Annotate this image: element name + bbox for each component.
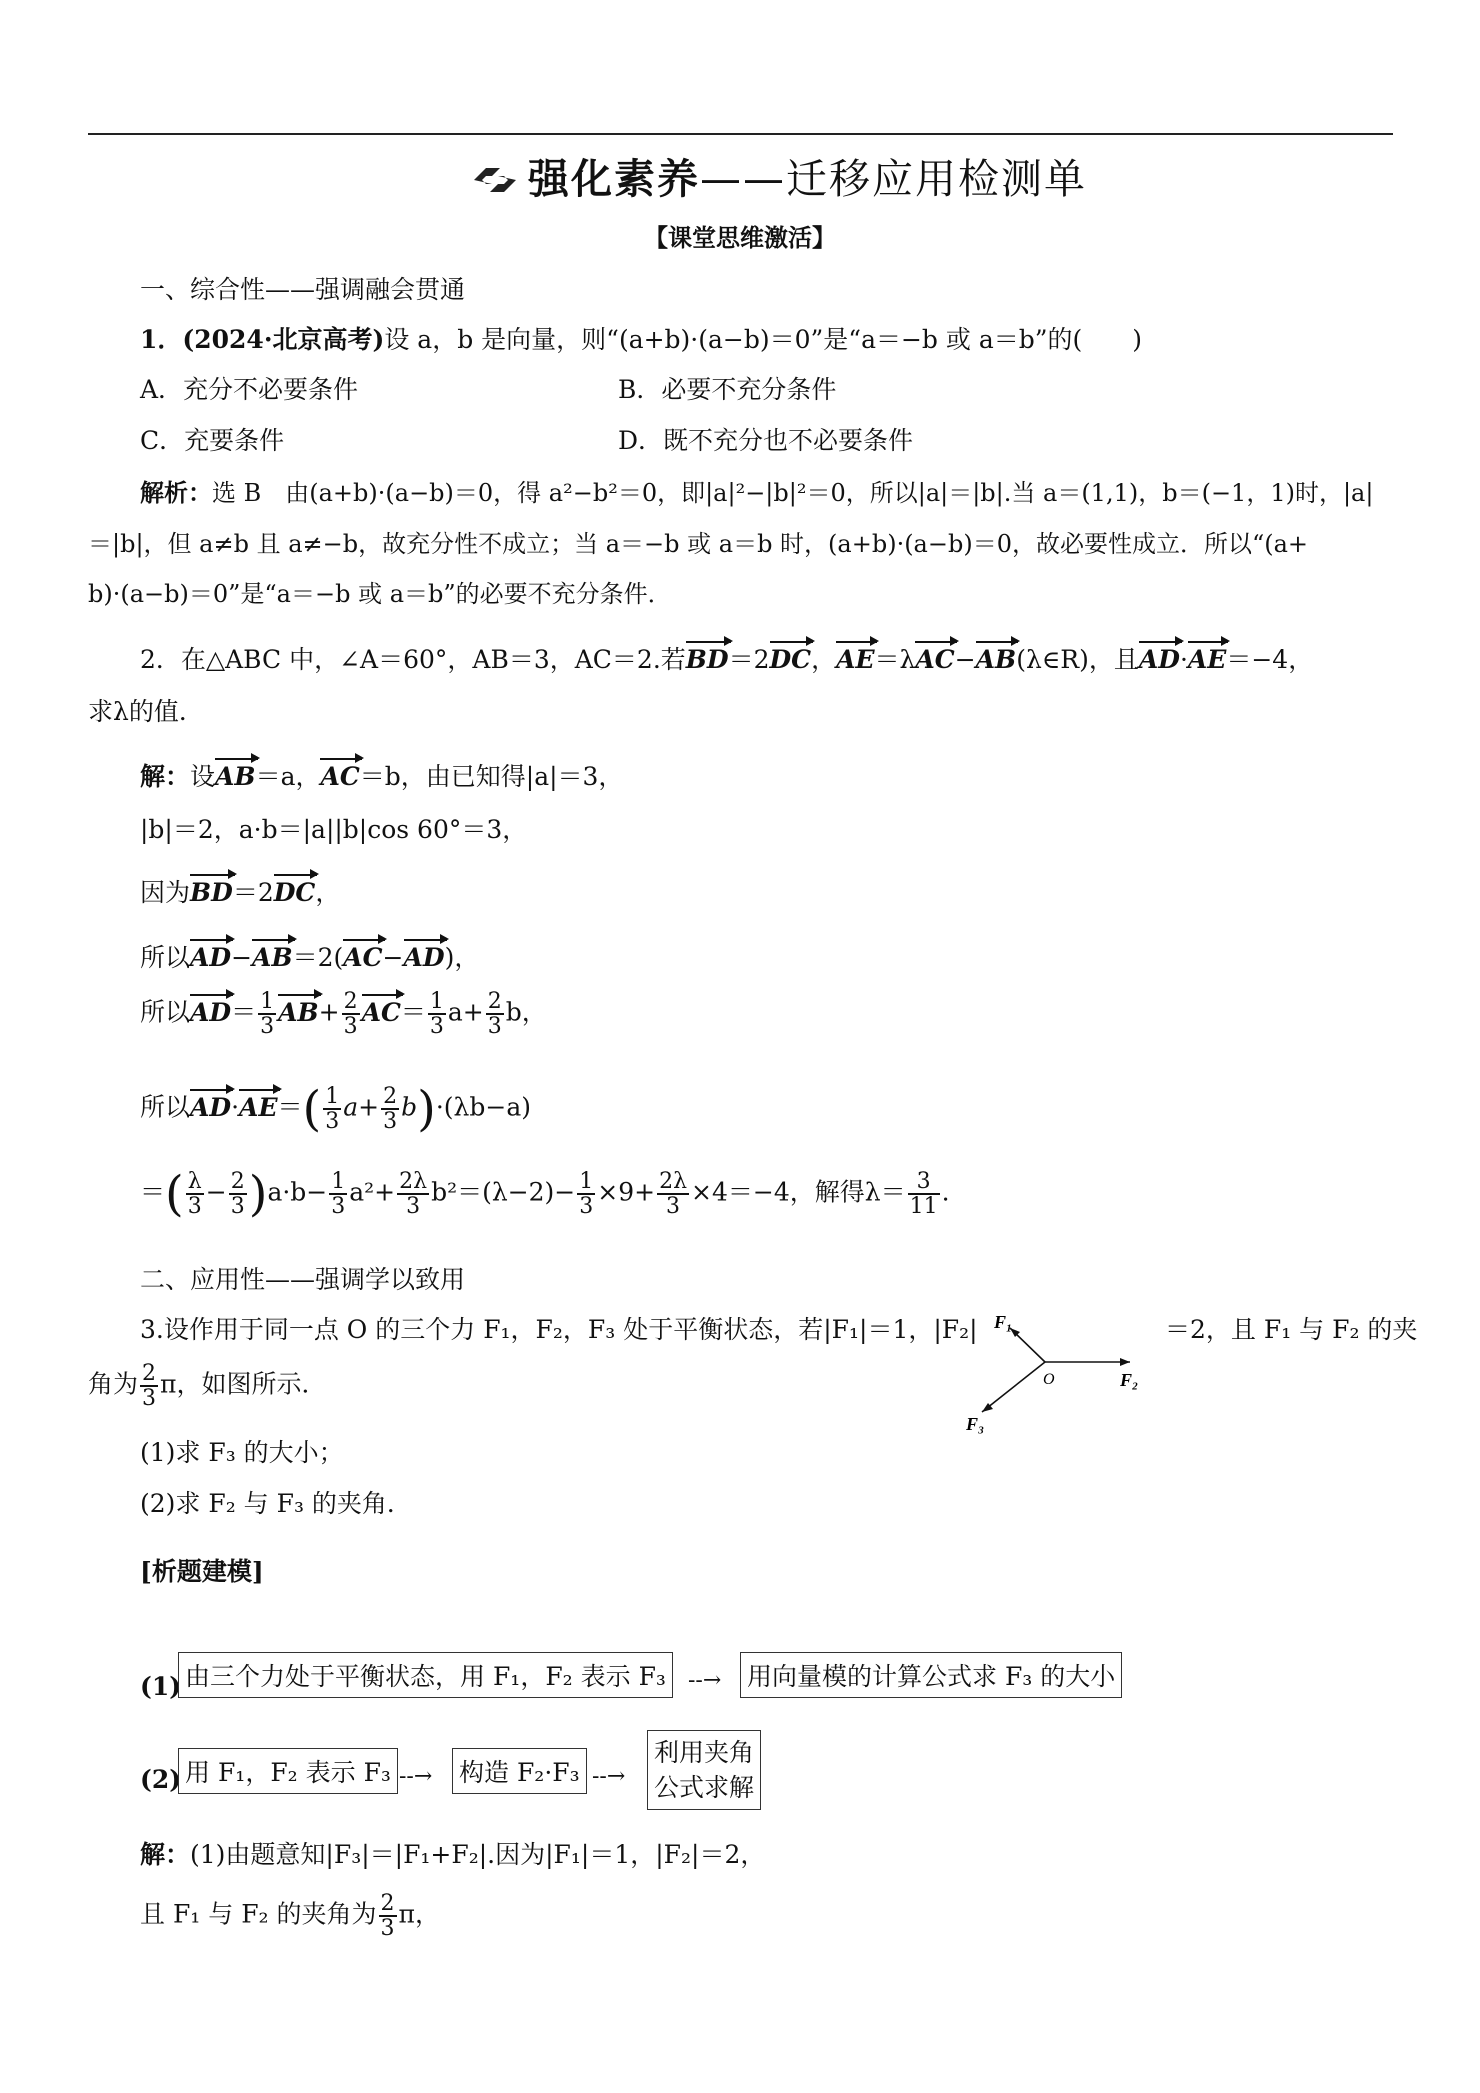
analysis-line-1: 解析：选 B 由(a+b)·(a−b)＝0，得 a²−b²＝0，即|a|²−|b|²＝0，所以|a|＝|b|.当 a＝(1,1)，b＝(−1，1)时，|a| <box>140 478 1374 507</box>
analysis-line-2: ＝|b|，但 a≠b 且 a≠−b，故充分性不成立；当 a＝−b 或 a＝b 时，(a+b)·(a−b)＝0，故必要性成立．所以“(a+ <box>88 530 1309 558</box>
flow-1-box-1: 由三个力处于平衡状态，用 F₁，F₂ 表示 F₃ <box>178 1652 673 1698</box>
section-subtitle: 【课堂思维激活】 <box>644 223 836 252</box>
question-2-line-2: 求λ的值． <box>88 697 204 726</box>
analysis-line-3: b)·(a−b)＝0”是“a＝−b 或 a＝b”的必要不充分条件． <box>88 580 672 608</box>
question-3-line-1-right: ＝2，且 F₁ 与 F₂ 的夹 <box>1165 1315 1418 1344</box>
flow-2-box-2: 构造 F₂·F₃ <box>452 1748 587 1794</box>
question-2-line-1: 2．在△ABC 中，∠A＝60°，AB＝3，AC＝2.若BD＝2DC，AE＝λAC−AB(λ∈R)，且AD·AE＝−4， <box>140 645 1314 674</box>
logo-icon <box>470 163 520 197</box>
title-bold: 强化素养 <box>528 155 700 203</box>
part-2: (2)求 F₂ 与 F₃ 的夹角． <box>140 1489 412 1518</box>
option-d: D．既不充分也不必要条件 <box>618 426 914 455</box>
section-heading-2: 二、应用性——强调学以致用 <box>140 1265 466 1294</box>
flow-2-box-3: 利用夹角 公式求解 <box>647 1730 761 1810</box>
flow-1-label: (1) <box>140 1672 182 1701</box>
title-dash: —— <box>700 155 786 203</box>
part-1: (1)求 F₃ 的大小； <box>140 1438 344 1467</box>
f2-label: F₂ <box>1120 1370 1139 1390</box>
solution-2-line-7: ＝( $\frac{\lambda}{3}$ − $\frac{2}{3}$ )a·b− $\frac{1}{3}$ a²+ $\frac{2\lambda}{3}$ b²＝(λ−2)− $\frac{1}{3}$ ×9+ $\frac{2\lambda}{3}$ ×4＝−4，解得λ＝ $\frac{3}{11}$ . <box>140 1166 950 1223</box>
flow-2-label: (2) <box>140 1765 182 1794</box>
question-1: 1．(2024·北京高考)设 a，b 是向量，则“(a+b)·(a−b)＝0”是“a＝−b 或 a＝b”的( ) <box>140 325 1143 354</box>
solution-3-line-1: 解：(1)由题意知|F₃|＝|F₁+F₂|.因为|F₁|＝1，|F₂|＝2， <box>140 1840 766 1869</box>
flow-1-box-2: 用向量模的计算公式求 F₃ 的大小 <box>740 1652 1122 1698</box>
solution-2-line-3: 因为BD＝2DC， <box>140 878 341 907</box>
force-diagram <box>960 1300 1160 1440</box>
option-a: A．充分不必要条件 <box>140 375 359 404</box>
f3-vector <box>982 1362 1045 1412</box>
solution-3-line-2: 且 F₁ 与 F₂ 的夹角为 $\frac{2}{3}$ π， <box>140 1891 440 1942</box>
section-heading-1: 一、综合性——强调融会贯通 <box>140 275 466 304</box>
solution-2-line-2: |b|＝2，a·b＝|a||b|cos 60°＝3， <box>140 815 528 844</box>
arrow-icon: --→ <box>592 1764 626 1789</box>
question-3-line-1: 3.设作用于同一点 O 的三个力 F₁，F₂，F₃ 处于平衡状态，若|F₁|＝1，|F₂| <box>140 1315 978 1344</box>
f3-label: F₃ <box>966 1414 985 1434</box>
question-3-line-2: 角为 $\frac{2}{3}$ π，如图所示． <box>88 1361 327 1412</box>
solution-2-line-4: 所以AD−AB＝2(AC−AD)， <box>140 943 480 972</box>
solution-2-line-5: 所以AD＝ $\frac{1}{3}$ AB+ $\frac{2}{3}$ AC＝ $\frac{1}{3}$ a+ $\frac{2}{3}$ b， <box>140 989 547 1040</box>
top-rule <box>88 133 1393 135</box>
arrow-icon: --→ <box>399 1764 433 1789</box>
origin-label: O <box>1043 1371 1055 1388</box>
option-b: B．必要不充分条件 <box>618 375 837 404</box>
solution-2-line-6: 所以AD·AE＝( $\frac{1}{3}$ a+ $\frac{2}{3}$ b)·(λb−a) <box>140 1081 532 1138</box>
option-c: C．充要条件 <box>140 426 285 455</box>
question-source: (2024·北京高考) <box>182 325 385 354</box>
model-label: [析题建模] <box>140 1557 264 1586</box>
flow-2-box-1: 用 F₁，F₂ 表示 F₃ <box>178 1748 398 1794</box>
solution-2-line-1: 解：设AB＝a，AC＝b，由已知得|a|＝3， <box>140 762 624 791</box>
title-light: 迁移应用检测单 <box>786 155 1087 203</box>
f1-label: F₁ <box>994 1312 1013 1332</box>
page-title <box>470 146 1087 205</box>
arrow-icon: --→ <box>688 1668 722 1693</box>
